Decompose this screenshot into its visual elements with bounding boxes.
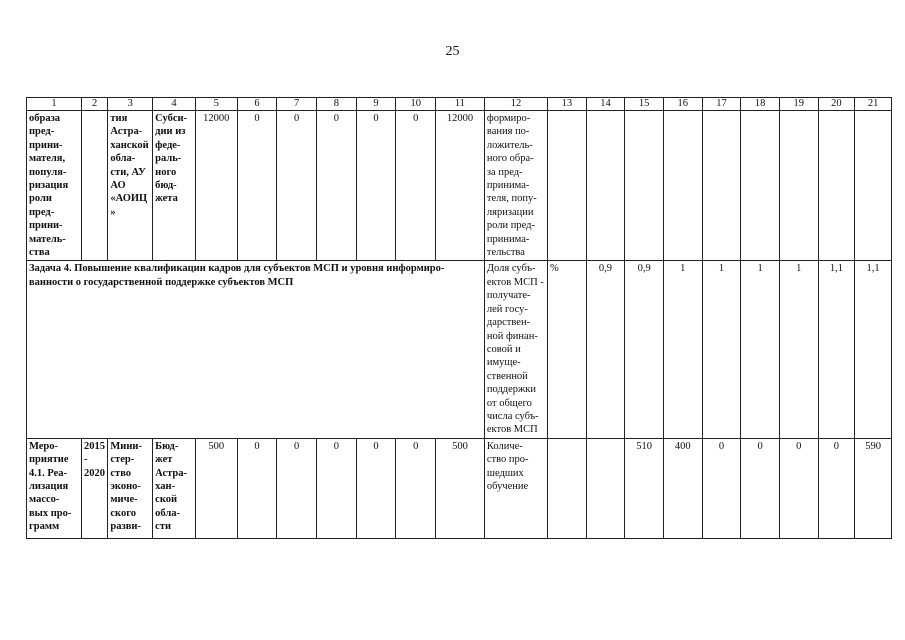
cell-indicator-value: [586, 438, 625, 538]
cell-indicator-value: 1: [663, 261, 702, 438]
col-header-21: 21: [855, 98, 892, 111]
program-table: [26, 97, 892, 539]
cell-year-value: 0: [316, 111, 356, 261]
cell-indicator-value: 0: [741, 438, 780, 538]
col-header-12: 12: [484, 98, 547, 111]
col-header-13: 13: [547, 98, 586, 111]
col-header-7: 7: [277, 98, 317, 111]
cell-indicator-value: 0: [702, 438, 741, 538]
cell-executor: тия Астра- ханской обла- сти, АУ АО «АОИЦ»: [108, 111, 153, 261]
cell-year-value: 0: [396, 438, 436, 538]
cell-indicator-value: 1,1: [855, 261, 892, 438]
cell-period: [81, 111, 107, 261]
cell-indicator: Доля субъ- ектов МСП - получате- лей госу- дарствен- ной финан- совой и имуще- ственной поддержки от общего числа субъ- ектов МСП: [484, 261, 547, 438]
cell-indicator-value: [625, 111, 664, 261]
cell-indicator-value: 1: [779, 261, 818, 438]
cell-year-value: 500: [436, 438, 485, 538]
cell-indicator-value: 0: [779, 438, 818, 538]
col-header-4: 4: [153, 98, 196, 111]
table-row: [27, 438, 892, 538]
col-header-16: 16: [663, 98, 702, 111]
cell-year-value: 12000: [436, 111, 485, 261]
cell-total: 500: [195, 438, 237, 538]
cell-indicator-value: 1,1: [818, 261, 855, 438]
cell-year-value: 0: [356, 111, 396, 261]
cell-funding-source: Бюд- жет Астра- хан- ской обла- сти: [153, 438, 196, 538]
col-header-14: 14: [586, 98, 625, 111]
cell-indicator-value: [779, 111, 818, 261]
page-number: 25: [445, 44, 460, 59]
col-header-9: 9: [356, 98, 396, 111]
cell-indicator-value: [855, 111, 892, 261]
col-header-11: 11: [436, 98, 485, 111]
cell-indicator-value: 0,9: [625, 261, 664, 438]
cell-year-value: 0: [356, 438, 396, 538]
cell-year-value: 0: [277, 438, 317, 538]
cell-year-value: 0: [237, 438, 277, 538]
cell-activity-name: Меро- приятие 4.1. Реа- лизация массо- вых про- грамм: [27, 438, 82, 538]
cell-year-value: 0: [396, 111, 436, 261]
col-header-17: 17: [702, 98, 741, 111]
cell-year-value: 0: [237, 111, 277, 261]
cell-year-value: 0: [316, 438, 356, 538]
cell-indicator: Количе- ство про- шедших обучение: [484, 438, 547, 538]
col-header-10: 10: [396, 98, 436, 111]
table-row: [27, 111, 892, 261]
cell-indicator-value: [741, 111, 780, 261]
header-row: [27, 98, 892, 111]
cell-indicator-value: 0: [818, 438, 855, 538]
col-header-6: 6: [237, 98, 277, 111]
cell-indicator-value: 1: [702, 261, 741, 438]
cell-indicator-value: [818, 111, 855, 261]
col-header-20: 20: [818, 98, 855, 111]
col-header-2: 2: [81, 98, 107, 111]
col-header-18: 18: [741, 98, 780, 111]
cell-indicator-value: 400: [663, 438, 702, 538]
cell-indicator-value: [663, 111, 702, 261]
col-header-1: 1: [27, 98, 82, 111]
col-header-19: 19: [779, 98, 818, 111]
cell-funding-source: Субси- дии из феде- раль- ного бюд- жета: [153, 111, 196, 261]
cell-activity-name: образа пред- прини- мателя, популя- ризация роли пред- прини- матель- ства: [27, 111, 82, 261]
table-row-task: [27, 261, 892, 438]
cell-indicator-value: [586, 111, 625, 261]
cell-year-value: 0: [277, 111, 317, 261]
col-header-15: 15: [625, 98, 664, 111]
cell-unit: %: [547, 261, 586, 438]
cell-unit: [547, 111, 586, 261]
cell-unit: [547, 438, 586, 538]
cell-indicator-value: 0,9: [586, 261, 625, 438]
cell-indicator-value: 510: [625, 438, 664, 538]
col-header-5: 5: [195, 98, 237, 111]
col-header-8: 8: [316, 98, 356, 111]
col-header-3: 3: [108, 98, 153, 111]
cell-period: 2015 - 2020: [81, 438, 107, 538]
cell-indicator-value: 590: [855, 438, 892, 538]
cell-indicator-value: 1: [741, 261, 780, 438]
cell-indicator-value: [702, 111, 741, 261]
cell-executor: Мини- стер- ство эконо- миче- ского разви-: [108, 438, 153, 538]
task-title: Задача 4. Повышение квалификации кадров для субъектов МСП и уровня информиро- ванности о государственной поддержке субъектов МСП: [27, 261, 485, 438]
cell-indicator: формиро- вания по- ложитель- ного обра- за пред- принима- теля, попу- ляризации роли пред- принима- тельства: [484, 111, 547, 261]
cell-total: 12000: [195, 111, 237, 261]
